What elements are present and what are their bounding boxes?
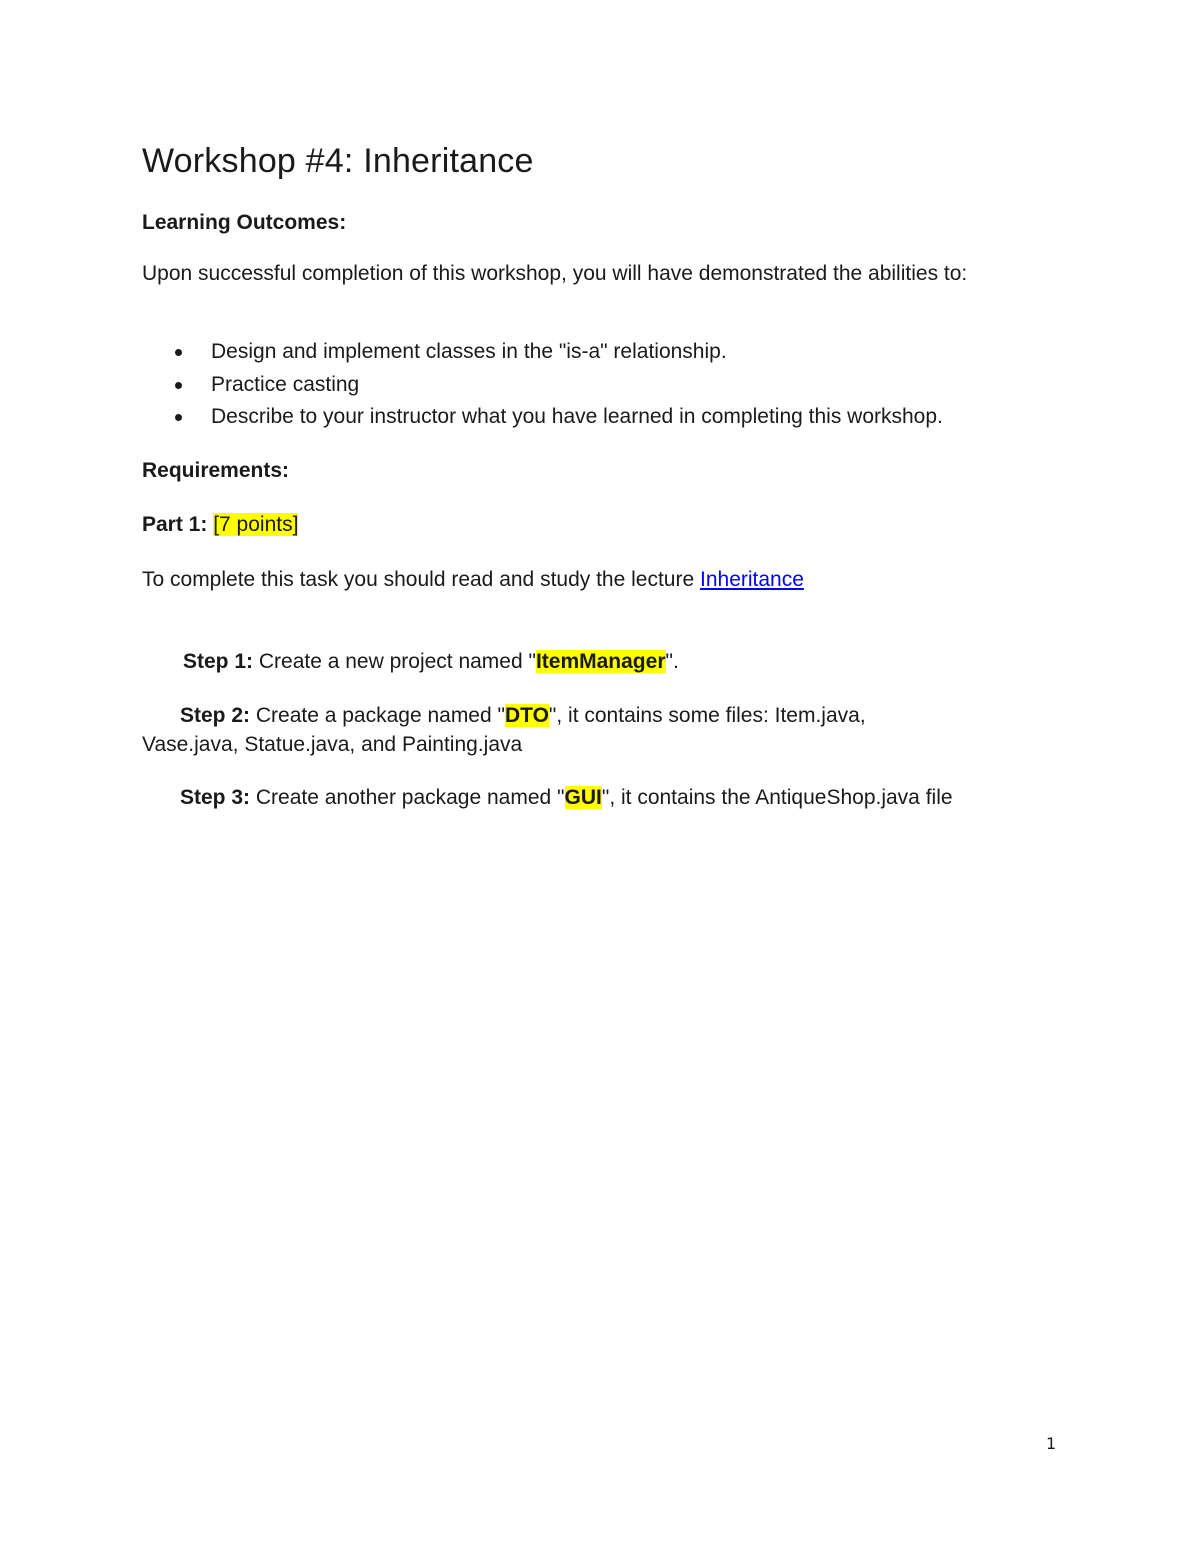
part1-label: Part 1: [142, 513, 208, 536]
step-2-text-after: ", it contains some files: Item.java, [548, 704, 866, 727]
task-text: To complete this task you should read and study the lecture [142, 568, 700, 591]
step-1-text-after: ". [665, 650, 679, 673]
bullet-icon [175, 414, 182, 421]
step-2 [180, 701, 1120, 730]
requirements-heading: Requirements: [142, 459, 290, 482]
step-2-label: Step 2: [180, 704, 251, 727]
step-3-label: Step 3: [180, 786, 251, 809]
bullet-icon [175, 382, 182, 389]
learning-outcomes-intro: Upon successful completion of this workshop, you will have demonstrated the abilities to: [142, 262, 968, 285]
step-1-text-before: Create a new project named " [253, 650, 536, 673]
project-name-highlight: ItemManager [535, 650, 666, 673]
step-1 [183, 647, 1123, 676]
learning-outcomes-heading: Learning Outcomes: [142, 211, 347, 234]
gui-package-highlight: GUI [564, 786, 602, 809]
list-item [142, 337, 943, 370]
task-instruction [142, 565, 1062, 594]
list-item-text: Design and implement classes in the "is-a" relationship. [211, 340, 727, 363]
list-item [142, 370, 943, 403]
inheritance-lecture-link[interactable]: Inheritance [700, 568, 804, 591]
step-3 [180, 783, 1120, 812]
dto-package-highlight: DTO [504, 704, 549, 727]
part1-points: [7 points] [213, 513, 299, 536]
step-2-text-before: Create a package named " [250, 704, 505, 727]
list-item-text: Describe to your instructor what you have learned in completing this workshop. [211, 405, 943, 428]
step-2-continuation: Vase.java, Statue.java, and Painting.java [142, 733, 523, 756]
list-item-text: Practice casting [211, 372, 360, 396]
bullet-icon [175, 349, 182, 356]
page-number: 1 [1046, 1434, 1057, 1453]
page-title: Workshop #4: Inheritance [142, 142, 534, 180]
learning-outcomes-list [142, 337, 943, 435]
part1-line [142, 510, 1062, 539]
step-3-text-after: ", it contains the AntiqueShop.java file [601, 786, 953, 809]
step-3-text-before: Create another package named " [250, 786, 565, 809]
step-1-label: Step 1: [183, 650, 254, 673]
list-item [142, 402, 943, 435]
